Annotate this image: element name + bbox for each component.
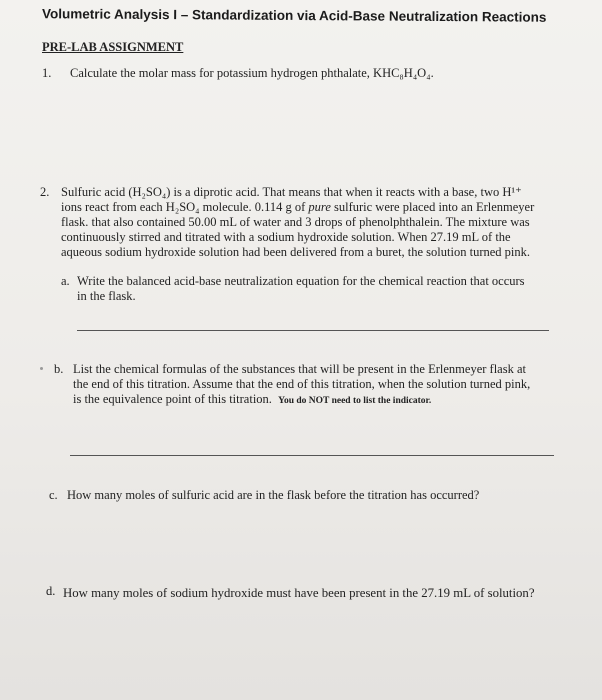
- part-c-text: How many moles of sulfuric acid are in the flask before the titration has occurred?: [67, 488, 480, 502]
- bullet-dot: [40, 367, 43, 370]
- question-2-line-2b: sulfuric were placed into an Erlenmeyer: [330, 200, 535, 214]
- question-2-number: 2.: [40, 185, 50, 199]
- question-2-line-2a: ions react from each H₂SO₄ molecule. 0.114 g of: [61, 200, 309, 214]
- page-title: Volumetric Analysis I – Standardization via Acid-Base Neutralization Reactions: [41, 6, 547, 25]
- part-d-label: d.: [46, 584, 56, 598]
- part-b-label: b.: [54, 362, 64, 376]
- part-b-line-1: List the chemical formulas of the substances that will be present in the Erlenmeyer flask at: [73, 362, 526, 376]
- part-b-line-3: [73, 392, 530, 409]
- part-a-line-1: Write the balanced acid-base neutralization equation for the chemical reaction that occurs: [77, 274, 525, 288]
- pure-emphasis: pure: [308, 200, 331, 214]
- part-c-label: c.: [49, 488, 58, 502]
- part-b-line-3-text: is the equivalence point of this titration.: [73, 392, 272, 406]
- part-b-line-2: the end of this titration. Assume that the end of this titration, when the solution turned pink,: [73, 377, 531, 391]
- question-1-text: Calculate the molar mass for potassium hydrogen phthalate, KHC₈H₄O₄.: [70, 66, 434, 80]
- part-a-text: [77, 274, 525, 304]
- question-2-line-4: continuously stirred and titrated with a sodium hydroxide solution. When 27.19 mL of the: [61, 230, 511, 244]
- question-1-number: 1.: [42, 66, 52, 80]
- part-a-label: a.: [61, 274, 70, 288]
- question-2-line-5: aqueous sodium hydroxide solution had been delivered from a buret, the solution turned pink.: [61, 245, 531, 259]
- question-2-line-3: flask. that also contained 50.00 mL of water and 3 drops of phenolphthalein. The mixture was: [61, 215, 530, 229]
- part-a-answer-line[interactable]: [77, 330, 549, 331]
- question-2-text: [61, 185, 561, 260]
- part-b-note: You do NOT need to list the indicator.: [278, 396, 432, 406]
- part-a-line-2: in the flask.: [77, 289, 136, 303]
- part-d-text: How many moles of sodium hydroxide must have been present in the 27.19 mL of solution?: [63, 586, 535, 600]
- question-2-line-1: Sulfuric acid (H₂SO₄) is a diprotic acid. That means that when it reacts with a base, two H¹⁺: [61, 185, 522, 199]
- part-b-text: [73, 362, 530, 409]
- question-2-line-2: [61, 200, 561, 215]
- section-heading: PRE-LAB ASSIGNMENT: [42, 40, 184, 54]
- part-b-answer-line[interactable]: [70, 455, 554, 456]
